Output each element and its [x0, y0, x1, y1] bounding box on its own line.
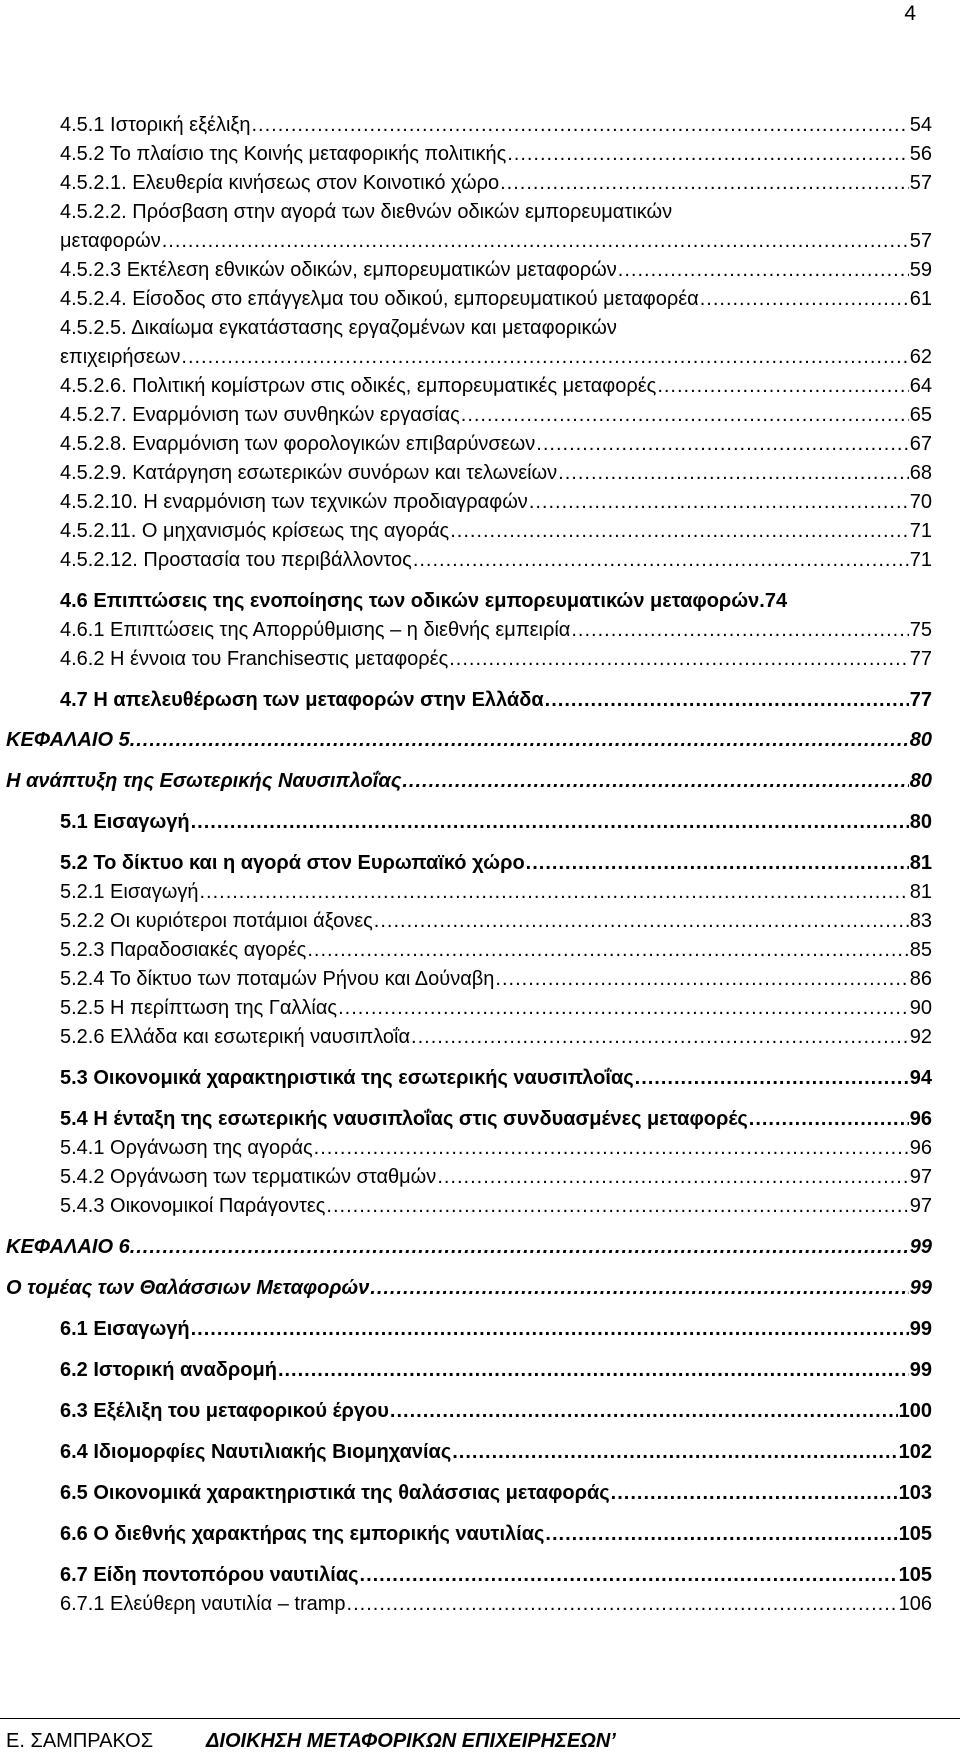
- toc-entry[interactable]: 5.4.1 Οργάνωση της αγοράς ..... 96: [60, 1133, 932, 1163]
- dot-leader: [657, 371, 908, 401]
- toc-entry[interactable]: 4.5.2 Το πλαίσιο της Κοινής μεταφορικής πολιτικής ..... 56: [60, 139, 932, 169]
- toc-entry[interactable]: 4.6.1 Επιπτώσεις της Απορρύθμισης – η διεθνής εμπειρία ..... 75: [60, 615, 932, 645]
- dot-leader: [635, 1063, 909, 1093]
- toc-section[interactable]: 6.5 Οικονομικά χαρακτηριστικά της θαλάσσιας μεταφοράς ..... 103: [60, 1478, 932, 1508]
- toc-entry[interactable]: 4.5.2.10. Η εναρμόνιση των τεχνικών προδιαγραφών ..... 70: [60, 487, 932, 517]
- toc-entry[interactable]: 5.4.3 Οικονομικοί Παράγοντες ..... 97: [60, 1191, 932, 1221]
- dot-leader: [749, 1104, 909, 1134]
- dot-leader: [136, 725, 909, 755]
- dot-leader: [162, 226, 909, 256]
- toc-section[interactable]: 5.1 Εισαγωγή ..... 80: [60, 807, 932, 837]
- dot-leader: [374, 906, 909, 936]
- dot-leader: [449, 644, 909, 674]
- toc-section[interactable]: 4.7 Η απελευθέρωση των μεταφορών στην Ελλάδα ..... 77: [60, 685, 932, 715]
- dot-leader: [700, 284, 909, 314]
- toc-chapter-title[interactable]: Ο τομέας των Θαλάσσιων Μεταφορών ..... 99: [6, 1273, 932, 1303]
- dot-leader: [558, 458, 909, 488]
- toc-entry[interactable]: 5.2.5 Η περίπτωση της Γαλλίας ..... 90: [60, 993, 932, 1023]
- toc-section[interactable]: 6.7 Είδη ποντοπόρου ναυτιλίας ..... 105: [60, 1560, 932, 1590]
- dot-leader: [413, 545, 909, 575]
- dot-leader: [545, 685, 909, 715]
- toc-entry[interactable]: 5.2.1 Εισαγωγή ..... 81: [60, 877, 932, 907]
- dot-leader: [529, 487, 909, 517]
- dot-leader: [500, 168, 909, 198]
- dot-leader: [452, 1437, 897, 1467]
- dot-leader: [390, 1396, 898, 1426]
- toc-entry[interactable]: 5.4.2 Οργάνωση των τερματικών σταθμών ..... 97: [60, 1162, 932, 1192]
- toc-entry-continuation[interactable]: μεταφορών ..... 57: [60, 226, 932, 256]
- footer-author: Ε. ΣΑΜΠΡΑΚΟΣ: [6, 1730, 154, 1752]
- toc-section[interactable]: 5.3 Οικονομικά χαρακτηριστικά της εσωτερικής ναυσιπλοΐας ..... 94: [60, 1063, 932, 1093]
- dot-leader: [338, 993, 909, 1023]
- dot-leader: [571, 615, 908, 645]
- dot-leader: [495, 964, 908, 994]
- toc-chapter[interactable]: ΚΕΦΑΛΑΙΟ 5. ..... 80: [6, 725, 932, 755]
- toc-entry[interactable]: 4.5.2.8. Εναρμόνιση των φορολογικών επιβαρύνσεων ..... 67: [60, 429, 932, 459]
- footer-divider: [0, 1718, 960, 1719]
- page-footer: [6, 1730, 616, 1753]
- dot-leader: [618, 255, 909, 285]
- toc-entry[interactable]: 5.2.4 Το δίκτυο των ποταμών Ρήνου και Δούναβη ..... 86: [60, 964, 932, 994]
- dot-leader: [370, 1273, 908, 1303]
- dot-leader: [314, 1133, 909, 1163]
- toc-entry[interactable]: 4.5.2.1. Ελευθερία κινήσεως στον Κοινοτικό χώρο ..... 57: [60, 168, 932, 198]
- dot-leader: [199, 877, 908, 907]
- dot-leader: [252, 110, 909, 140]
- toc-entry[interactable]: 6.7.1 Ελεύθερη ναυτιλία – tramp ..... 106: [60, 1589, 932, 1619]
- dot-leader: [191, 1314, 909, 1344]
- dot-leader: [360, 1560, 898, 1590]
- dot-leader: [545, 1519, 897, 1549]
- dot-leader: [181, 342, 908, 372]
- toc-entry[interactable]: 4.5.2.9. Κατάργηση εσωτερικών συνόρων και τελωνείων ..... 68: [60, 458, 932, 488]
- toc-entry-continuation[interactable]: επιχειρήσεων ..... 62: [60, 342, 932, 372]
- toc-entry[interactable]: 4.5.2.3 Εκτέλεση εθνικών οδικών, εμπορευματικών μεταφορών ..... 59: [60, 255, 932, 285]
- toc-chapter-title[interactable]: Η ανάπτυξη της Εσωτερικής Ναυσιπλοΐας ..... 80: [6, 766, 932, 796]
- dot-leader: [526, 848, 909, 878]
- dot-leader: [191, 807, 909, 837]
- toc-entry[interactable]: 4.5.2.2. Πρόσβαση στην αγορά των διεθνών οδικών εμπορευματικών: [60, 201, 673, 223]
- toc-section[interactable]: 6.6 Ο διεθνής χαρακτήρας της εμπορικής ναυτιλίας ..... 105: [60, 1519, 932, 1549]
- dot-leader: [450, 516, 909, 546]
- toc-chapter[interactable]: ΚΕΦΑΛΑΙΟ 6. ..... 99: [6, 1232, 932, 1262]
- dot-leader: [402, 766, 908, 796]
- toc-section[interactable]: 5.4 Η ένταξη της εσωτερικής ναυσιπλοΐας στις συνδυασμένες μεταφορές ..... 96: [60, 1104, 932, 1134]
- toc-entry[interactable]: 4.5.2.4. Είσοδος στο επάγγελμα του οδικού, εμπορευματικού μεταφορέα ..... 61: [60, 284, 932, 314]
- toc-entry[interactable]: 5.2.6 Ελλάδα και εσωτερική ναυσιπλοΐα ..... 92: [60, 1022, 932, 1052]
- dot-leader: [411, 1022, 909, 1052]
- toc-entry[interactable]: 4.5.1 Ιστορική εξέλιξη ..... 54: [60, 110, 932, 140]
- toc-entry[interactable]: 4.6.2 Η έννοια του Franchiseστις μεταφορές ..... 77: [60, 644, 932, 674]
- dot-leader: [278, 1355, 909, 1385]
- toc-entry[interactable]: 4.5.2.5. Δικαίωμα εγκατάστασης εργαζομένων και μεταφορικών: [60, 317, 617, 339]
- toc-entry[interactable]: 4.5.2.6. Πολιτική κομίστρων στις οδικές, εμπορευματικές μεταφορές ..... 64: [60, 371, 932, 401]
- page-number: 4: [904, 2, 916, 25]
- dot-leader: [507, 139, 909, 169]
- footer-book-title: ΔΙΟΙΚΗΣΗ ΜΕΤΑΦΟΡΙΚΩΝ ΕΠΙΧΕΙΡΗΣΕΩΝ’: [206, 1730, 616, 1752]
- toc-entry[interactable]: 5.2.2 Οι κυριότεροι ποτάμιοι άξονες ..... 83: [60, 906, 932, 936]
- toc-section[interactable]: 5.2 Το δίκτυο και η αγορά στον Ευρωπαϊκό χώρο ..... 81: [60, 848, 932, 878]
- dot-leader: [611, 1478, 898, 1508]
- toc-section[interactable]: 6.4 Ιδιομορφίες Ναυτιλιακής Βιομηχανίας ..... 102: [60, 1437, 932, 1467]
- toc-section[interactable]: 6.1 Εισαγωγή ..... 99: [60, 1314, 932, 1344]
- dot-leader: [326, 1191, 908, 1221]
- toc-section[interactable]: 6.2 Ιστορική αναδρομή ..... 99: [60, 1355, 932, 1385]
- toc-entry[interactable]: 5.2.3 Παραδοσιακές αγορές ..... 85: [60, 935, 932, 965]
- dot-leader: [347, 1589, 898, 1619]
- toc-entry[interactable]: 4.5.2.11. Ο μηχανισμός κρίσεως της αγοράς ..... 71: [60, 516, 932, 546]
- toc-entry[interactable]: 4.5.2.12. Προστασία του περιβάλλοντος ..... 71: [60, 545, 932, 575]
- toc-section[interactable]: 4.6 Επιπτώσεις της ενοποίησης των οδικών εμπορευματικών μεταφορών. 74: [60, 590, 788, 612]
- dot-leader: [461, 400, 909, 430]
- toc-entry[interactable]: 4.5.2.7. Εναρμόνιση των συνθηκών εργασίας ..... 65: [60, 400, 932, 430]
- dot-leader: [536, 429, 908, 459]
- dot-leader: [307, 935, 908, 965]
- toc-section[interactable]: 6.3 Εξέλιξη του μεταφορικού έργου ..... 100: [60, 1396, 932, 1426]
- dot-leader: [437, 1162, 908, 1192]
- dot-leader: [136, 1232, 909, 1262]
